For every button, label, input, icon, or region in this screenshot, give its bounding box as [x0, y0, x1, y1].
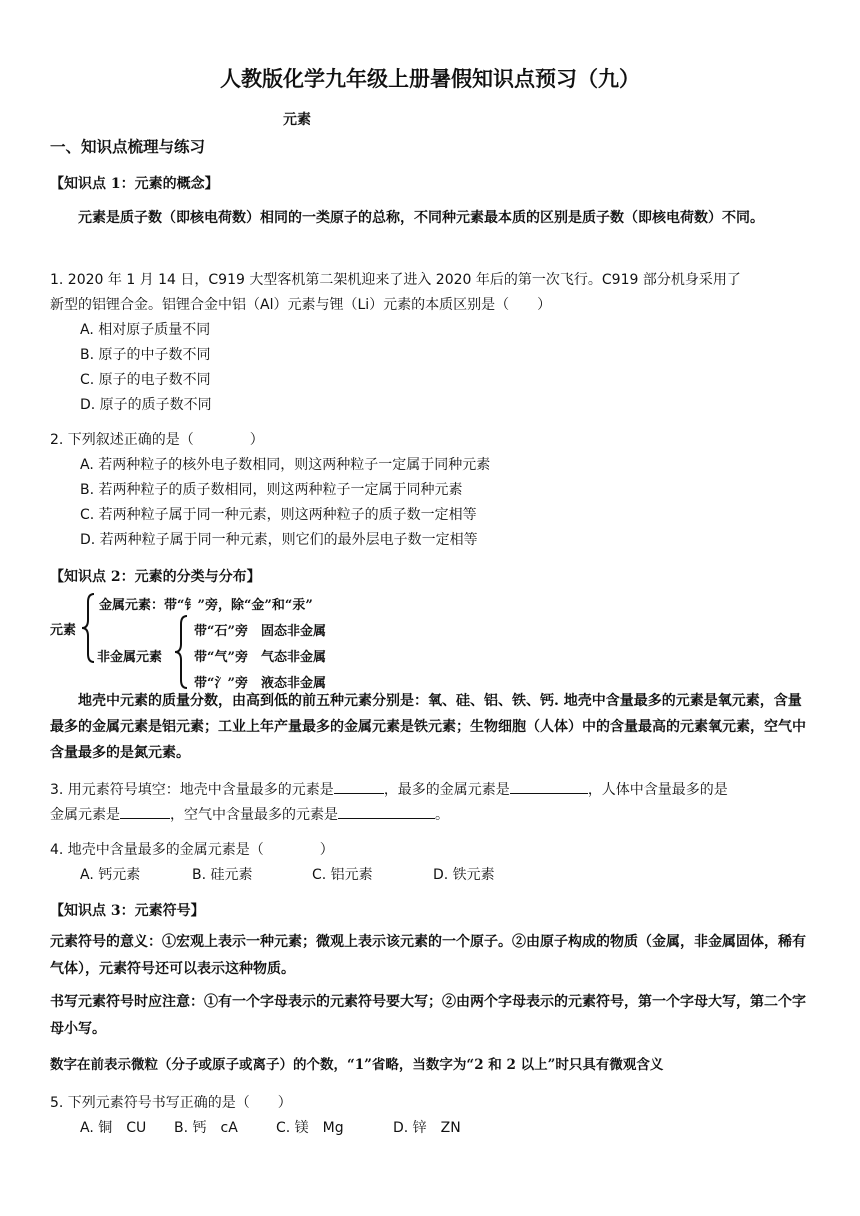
nonmetal-brace-icon — [173, 614, 189, 690]
q3-line2 — [50, 804, 449, 824]
q4-option-b: B. 硅元素 — [192, 867, 253, 883]
q1-option-a: A. 相对原子质量不同 — [80, 322, 211, 338]
kp3-text-3: 数字在前表示微粒（分子或原子或离子）的个数，“1”省略，当数字为“2 和 2 以上”时只具有微观含义 — [50, 1057, 664, 1073]
nonmetal-solid: 带“石”旁 固态非金属 — [194, 624, 326, 639]
q3-part4: 金属元素是 — [50, 807, 120, 823]
q3-part3: ，人体中含量最多的是 — [587, 782, 728, 798]
left-brace-icon — [80, 592, 96, 664]
q1-option-d: D. 原子的质子数不同 — [80, 397, 212, 413]
section-heading: 一、知识点梳理与练习 — [50, 137, 206, 156]
kp3-text-2: 书写元素符号时应注意：①有一个字母表示的元素符号要大写；②由两个字母表示的元素符号，第一个字母大写，第二个字母小写。 — [50, 994, 806, 1037]
q3-part6: 。 — [435, 807, 449, 823]
q5-option-a: A. 铜 CU — [80, 1120, 147, 1136]
kp1-text: 元素是质子数（即核电荷数）相同的一类原子的总称，不同种元素最本质的区别是质子数（即核电荷数）不同。 — [78, 210, 764, 226]
q5-option-d: D. 锌 ZN — [393, 1120, 461, 1136]
q4-option-d: D. 铁元素 — [433, 867, 495, 883]
q1-line2: 新型的铝锂合金。铝锂合金中铝（Al）元素与锂（Li）元素的本质区别是（ ） — [50, 297, 552, 313]
q5-stem: 5. 下列元素符号书写正确的是（ ） — [50, 1095, 292, 1111]
q3-part5: ，空气中含量最多的元素是 — [170, 807, 338, 823]
q3-blank-2[interactable] — [510, 779, 588, 794]
classification-root: 元素 — [50, 623, 77, 638]
q2-option-d: D. 若两种粒子属于同一种元素，则它们的最外层电子数一定相等 — [80, 532, 478, 548]
q3-part2: ，最多的金属元素是 — [383, 782, 510, 798]
q4-stem: 4. 地壳中含量最多的金属元素是（ ） — [50, 842, 334, 858]
q3-part1: 3. 用元素符号填空：地壳中含量最多的元素是 — [50, 782, 334, 798]
q3-blank-1[interactable] — [334, 779, 384, 794]
q2-option-a: A. 若两种粒子的核外电子数相同，则这两种粒子一定属于同种元素 — [80, 457, 491, 473]
q5-option-c: C. 镁 Mg — [276, 1120, 344, 1136]
q3-blank-3[interactable] — [120, 804, 170, 819]
nonmetal-liquid: 带“氵”旁 液态非金属 — [194, 676, 326, 691]
q5-option-b: B. 钙 cA — [174, 1120, 238, 1136]
kp2-text: 地壳中元素的质量分数，由高到低的前五种元素分别是：氧、硅、铝、铁、钙. 地壳中含量最多的元素是氧元素，含量最多的金属元素是铝元素；工业上年产量最多的金属元素是铁元素；生物细胞（人体）中的含量最高的元素氧元素，空气中含量最多的是氮元素。 — [50, 693, 806, 761]
nonmetal-gas: 带“气”旁 气态非金属 — [194, 650, 326, 665]
q3-line1 — [50, 779, 728, 799]
kp3-heading: 【知识点 3：元素符号】 — [50, 903, 205, 919]
q1-option-b: B. 原子的中子数不同 — [80, 347, 211, 363]
q2-option-b: B. 若两种粒子的质子数相同，则这两种粒子一定属于同种元素 — [80, 482, 463, 498]
q2-stem: 2. 下列叙述正确的是（ ） — [50, 432, 264, 448]
page-title: 人教版化学九年级上册暑假知识点预习（九） — [220, 66, 640, 91]
page-subtitle: 元素 — [283, 112, 311, 128]
q2-option-c: C. 若两种粒子属于同一种元素，则这两种粒子的质子数一定相等 — [80, 507, 477, 523]
q4-option-a: A. 钙元素 — [80, 867, 141, 883]
q1-option-c: C. 原子的电子数不同 — [80, 372, 211, 388]
q4-option-c: C. 铝元素 — [312, 867, 373, 883]
metal-elements: 金属元素：带“钅”旁，除“金”和“汞” — [99, 598, 313, 613]
kp2-heading: 【知识点 2：元素的分类与分布】 — [50, 569, 261, 585]
q3-blank-4[interactable] — [338, 804, 435, 819]
q1-line1: 1. 2020 年 1 月 14 日，C919 大型客机第二架机迎来了进入 2020 年后的第一次飞行。C919 部分机身采用了 — [50, 272, 741, 288]
kp3-text-1: 元素符号的意义：①宏观上表示一种元素；微观上表示该元素的一个原子。②由原子构成的物质（金属，非金属固体，稀有气体），元素符号还可以表示这种物质。 — [50, 934, 806, 977]
nonmetal-elements: 非金属元素 — [97, 650, 163, 665]
kp1-heading: 【知识点 1：元素的概念】 — [50, 176, 219, 192]
